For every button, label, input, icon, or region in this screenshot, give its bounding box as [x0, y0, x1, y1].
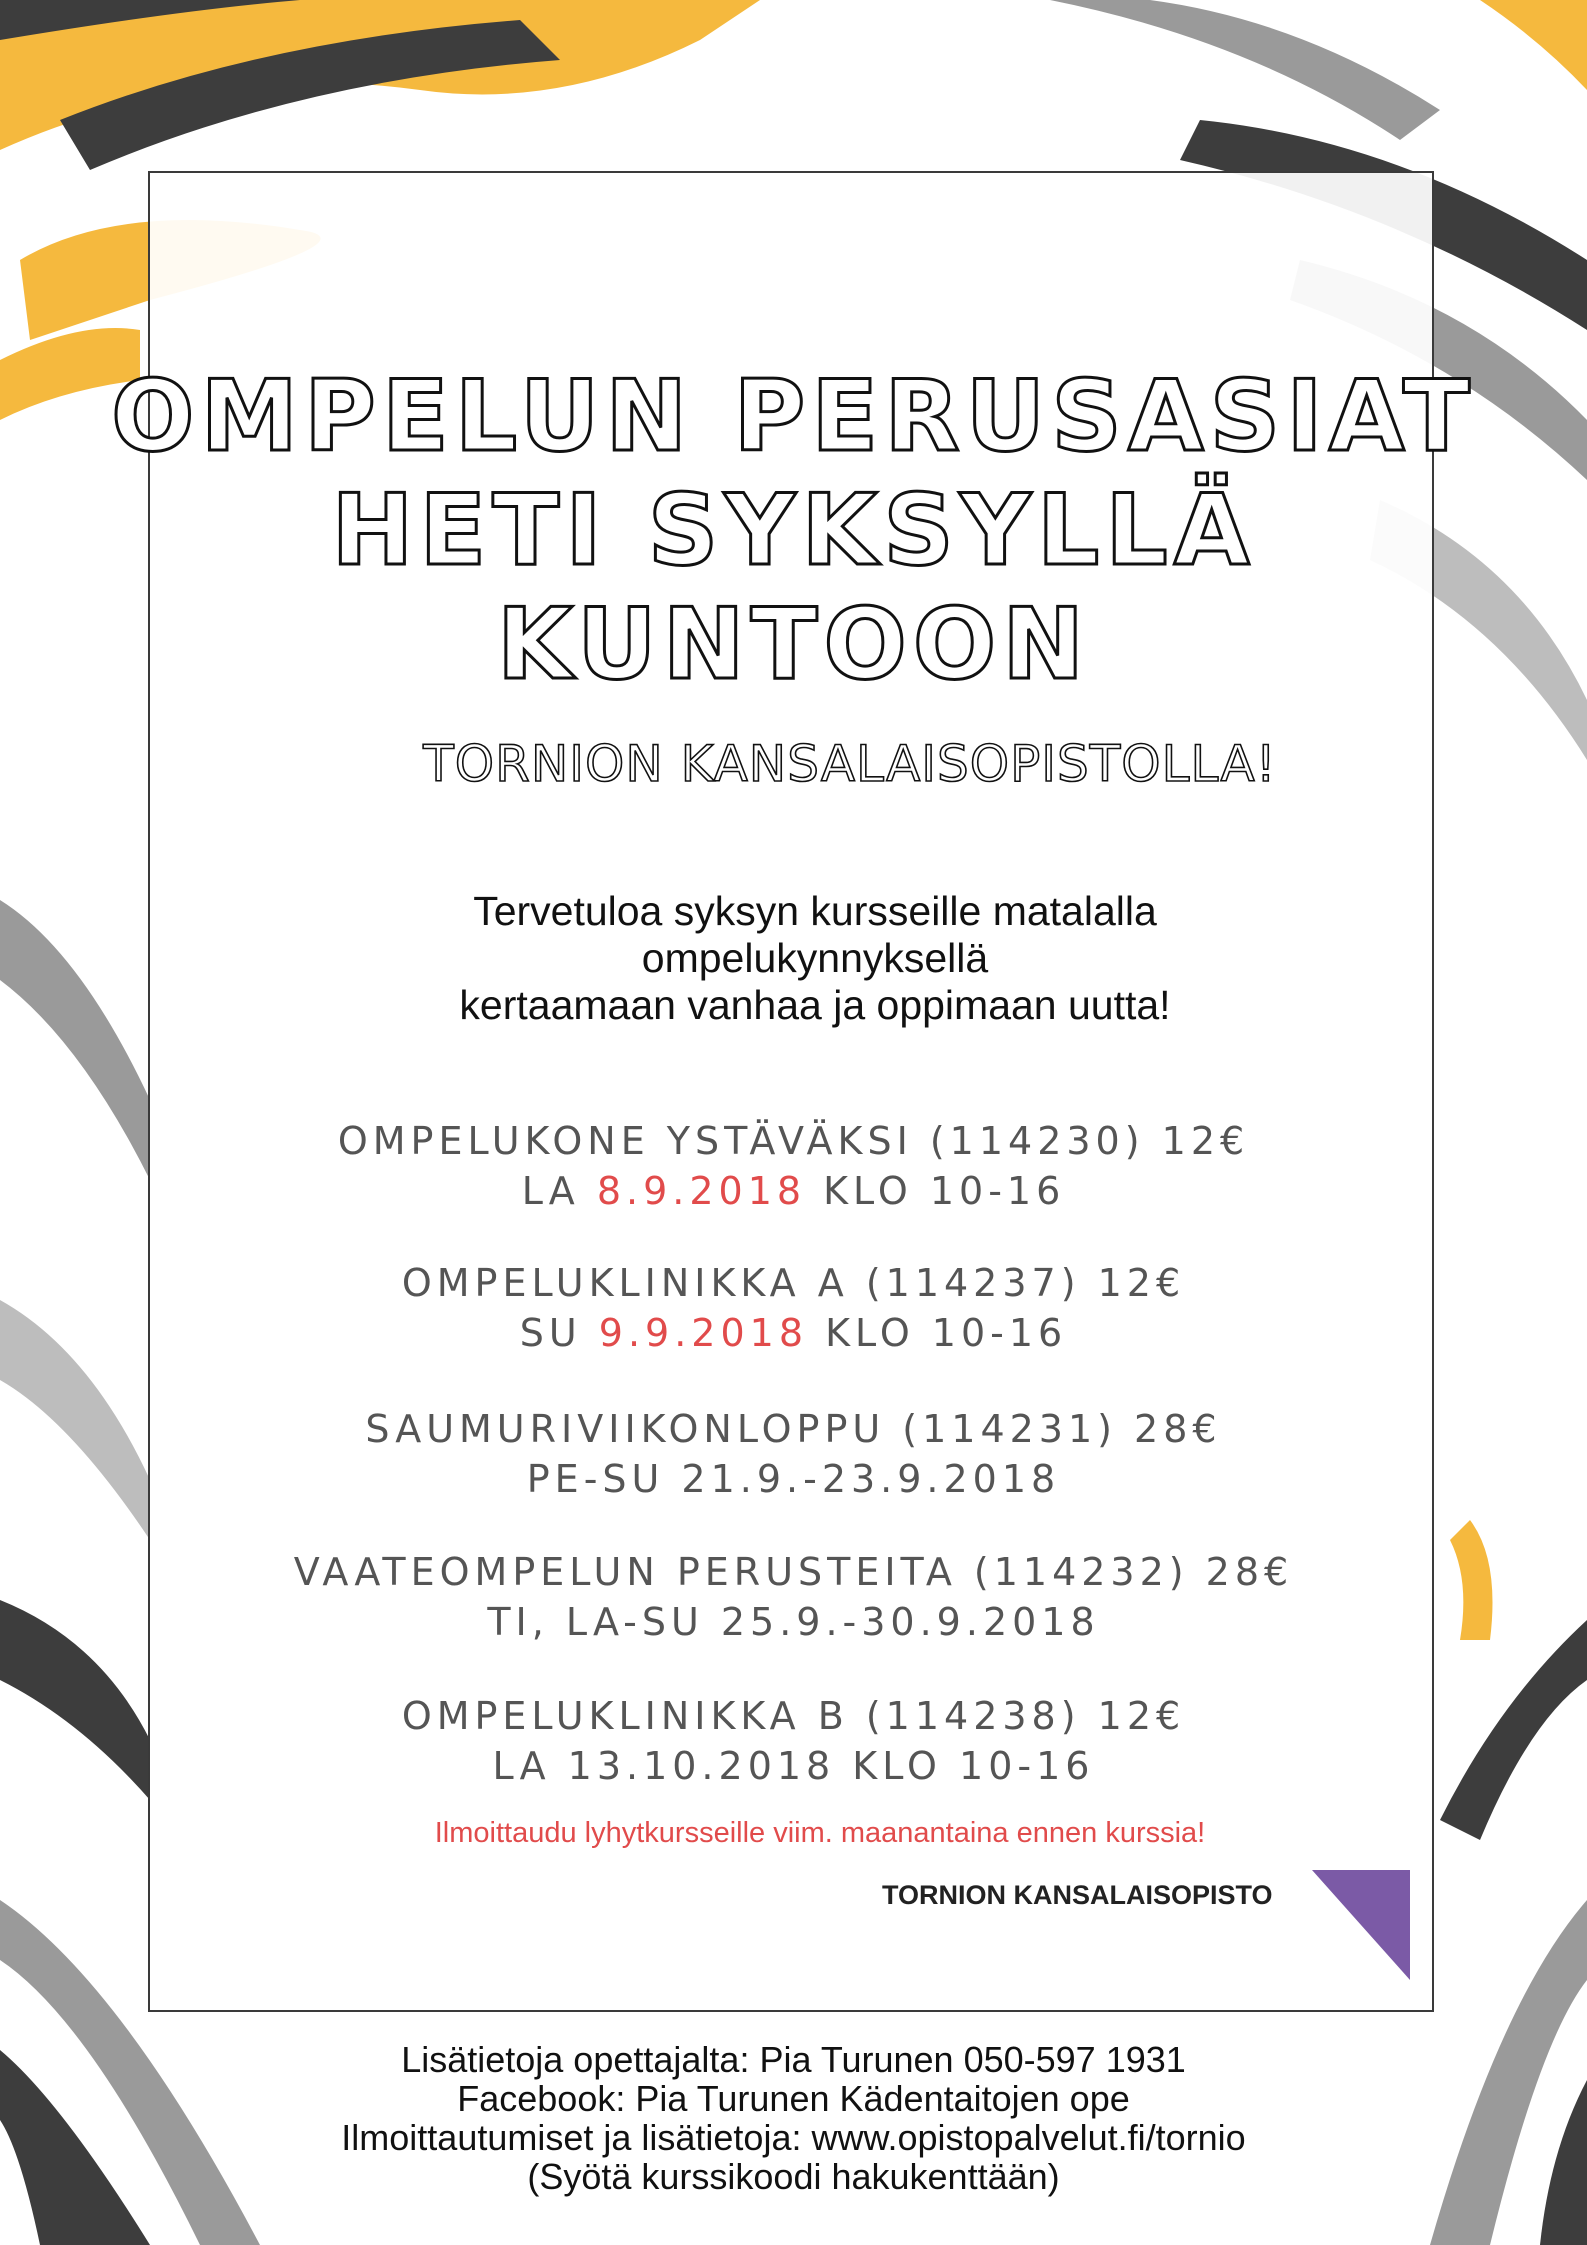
course-title: SAUMURIVIIKONLOPPU (114231) 28€	[365, 1407, 1222, 1451]
course-title: OMPELUKONE YSTÄVÄKSI (114230) 12€	[337, 1119, 1250, 1163]
course-1	[150, 1116, 1437, 1216]
course-schedule: TI, LA-SU 25.9.-30.9.2018	[487, 1600, 1100, 1644]
registration-notice: Ilmoittaudu lyhytkursseille viim. maanantaina ennen kurssia!	[434, 1817, 1206, 1849]
course-schedule: SU 9.9.2018 KLO 10-16	[519, 1311, 1068, 1355]
course-date: 8.9.2018	[596, 1169, 807, 1213]
course-3	[150, 1404, 1437, 1504]
course-schedule: PE-SU 21.9.-23.9.2018	[526, 1457, 1061, 1501]
footer-line: Lisätietoja opettajalta: Pia Turunen 050-597 1931	[401, 2039, 1186, 2080]
course-2	[150, 1258, 1437, 1358]
title-line-2: HETI SYKSYLLÄ	[331, 474, 1256, 588]
course-schedule: LA 8.9.2018 KLO 10-16	[521, 1169, 1066, 1213]
footer-line: Facebook: Pia Turunen Kädentaitojen ope	[457, 2078, 1130, 2119]
logo-triangle-icon	[1312, 1870, 1410, 1980]
course-4	[150, 1547, 1437, 1647]
course-title: VAATEOMPELUN PERUSTEITA (114232) 28€	[293, 1550, 1294, 1594]
intro-line: kertaamaan vanhaa ja oppimaan uutta!	[459, 982, 1171, 1028]
intro-text	[300, 888, 1330, 1029]
footer-line: (Syötä kurssikoodi hakukenttään)	[527, 2156, 1060, 2197]
contact-info	[200, 2040, 1387, 2196]
course-5	[150, 1691, 1437, 1791]
subtitle: TORNION KANSALAISOPISTOLLA!	[423, 735, 1277, 793]
title-line-1: OMPELUN PERUSASIAT	[111, 360, 1476, 474]
intro-line: Tervetuloa syksyn kursseille matalalla	[473, 888, 1157, 934]
title-line-3: KUNTOON	[496, 588, 1091, 702]
course-title: OMPELUKLINIKKA A (114237) 12€	[401, 1261, 1186, 1305]
course-title: OMPELUKLINIKKA B (114238) 12€	[401, 1694, 1186, 1738]
intro-line: ompelukynnyksellä	[641, 935, 989, 981]
footer-line: Ilmoittautumiset ja lisätietoja: www.opistopalvelut.fi/tornio	[341, 2117, 1246, 2158]
logo-text: TORNION KANSALAISOPISTO	[882, 1880, 1273, 1910]
course-date: 9.9.2018	[598, 1311, 808, 1355]
course-schedule: LA 13.10.2018 KLO 10-16	[492, 1744, 1095, 1788]
